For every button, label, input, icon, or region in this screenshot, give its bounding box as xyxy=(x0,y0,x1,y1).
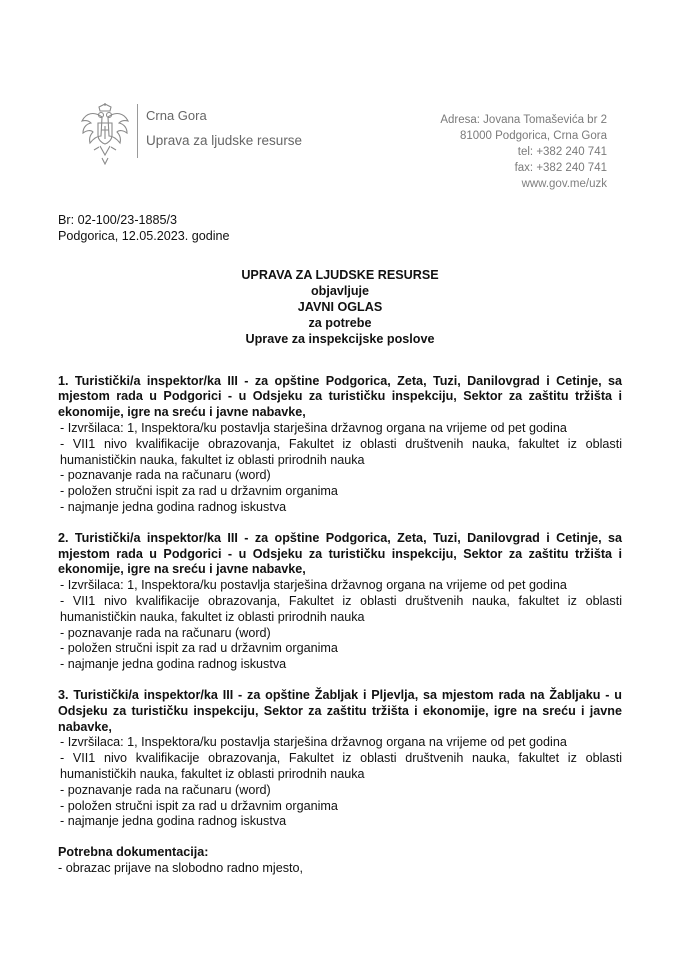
documentation-title: Potrebna dokumentacija: xyxy=(58,845,209,860)
job-requirement: - položen stručni ispit za rad u državnim organima xyxy=(60,484,338,499)
document-body xyxy=(58,213,622,877)
job-requirement: - VII1 nivo kvalifikacije obrazovanja, Fakultet iz oblasti društvenih nauka, fakultet iz oblasti humanističkin nauka, fakultet iz oblasti prirodnih nauka xyxy=(60,593,622,624)
job-requirement: - poznavanje rada na računaru (word) xyxy=(60,782,271,797)
address-fax: fax: +382 240 741 xyxy=(514,162,607,174)
heading-line-2: objavljuje xyxy=(310,283,370,298)
job-requirement: - VII1 nivo kvalifikacije obrazovanja, Fakultet iz oblasti društvenih nauka, fakultet iz oblasti humanističkin nauka, fakultet iz oblasti prirodnih nauka xyxy=(60,436,622,467)
address-street: Adresa: Jovana Tomaševića br 2 xyxy=(440,114,607,126)
announcement-heading xyxy=(58,267,622,348)
address-block xyxy=(440,112,607,192)
job-requirement: - VII1 nivo kvalifikacije obrazovanja, Fakultet iz oblasti društvenih nauka, fakultet iz oblasti humanističkih nauka, fakultet iz oblasti prirodnih nauka xyxy=(60,751,622,781)
job-requirement: - poznavanje rada na računaru (word) xyxy=(60,468,271,483)
job-requirement: - Izvršilaca: 1, Inspektora/ku postavlja starješina državnog organa na vrijeme od pet godina xyxy=(60,578,567,593)
heading-line-3: JAVNI OGLAS xyxy=(297,300,383,314)
job-requirement: - Izvršilaca: 1, Inspektora/ku postavlja starješina državnog organa na vrijeme od pet godina xyxy=(60,421,567,435)
org-country: Crna Gora xyxy=(146,108,207,123)
job-requirement: - Izvršilaca: 1, Inspektora/ku postavlja starješina državnog organa na vrijeme od pet godina xyxy=(60,735,567,750)
address-tel: tel: +382 240 741 xyxy=(517,146,607,158)
job-requirement: - položen stručni ispit za rad u državnim organima xyxy=(60,641,338,656)
job-title: 3. Turistički/a inspektor/ka III - za opštine Žabljak i Pljevlja, sa mjestom rada na Žabljaku - u Odsjeku za turističku inspekciju, Sektor za zaštitu tržišta i ekonomije, igre na sreću i javne nabavke, xyxy=(58,687,622,734)
reference-number: Br: 02-100/23-1885/3 xyxy=(58,213,178,227)
org-name: Uprava za ljudske resurse xyxy=(146,133,303,148)
job-requirement: - najmanje jedna godina radnog iskustva xyxy=(60,499,287,514)
heading-line-1: UPRAVA ZA LJUDSKE RESURSE xyxy=(241,267,439,282)
job-posting-2 xyxy=(58,531,622,673)
letterhead-divider xyxy=(137,104,138,158)
job-posting-1 xyxy=(58,374,622,516)
website-link[interactable]: www.gov.me/uzk xyxy=(521,178,607,190)
job-requirement: - najmanje jedna godina radnog iskustva xyxy=(60,814,287,829)
heading-line-5: Uprave za inspekcijske poslove xyxy=(245,332,435,347)
place-date: Podgorica, 12.05.2023. godine xyxy=(58,228,230,243)
coat-of-arms-icon xyxy=(80,103,130,165)
address-city: 81000 Podgorica, Crna Gora xyxy=(459,130,607,142)
job-requirement: - položen stručni ispit za rad u državnim organima xyxy=(60,798,338,813)
job-title: 2. Turistički/a inspektor/ka III - za opštine Podgorica, Zeta, Tuzi, Danilovgrad i Cetinje, sa mjestom rada u Podgorici - u Odsjeku za turističku inspekciju, Sektor za zaštitu tržišta i ekonomije, igre na sreću i javne nabavke, xyxy=(58,530,622,577)
job-title: 1. Turistički/a inspektor/ka III - za opštine Podgorica, Zeta, Tuzi, Danilovgrad i Cetinje, sa mjestom rada u Podgorici - u Odsjeku za turističku inspekciju, Sektor za zaštitu tržišta i ekonomije, igre na sreću i javne nabavke, xyxy=(58,373,622,420)
documentation-item: - obrazac prijave na slobodno radno mjesto, xyxy=(58,860,304,875)
documentation-section xyxy=(58,845,622,877)
job-requirement: - najmanje jedna godina radnog iskustva xyxy=(60,657,287,672)
heading-line-4: za potrebe xyxy=(308,316,372,331)
job-posting-3 xyxy=(58,688,622,830)
job-requirement: - poznavanje rada na računaru (word) xyxy=(60,625,271,640)
